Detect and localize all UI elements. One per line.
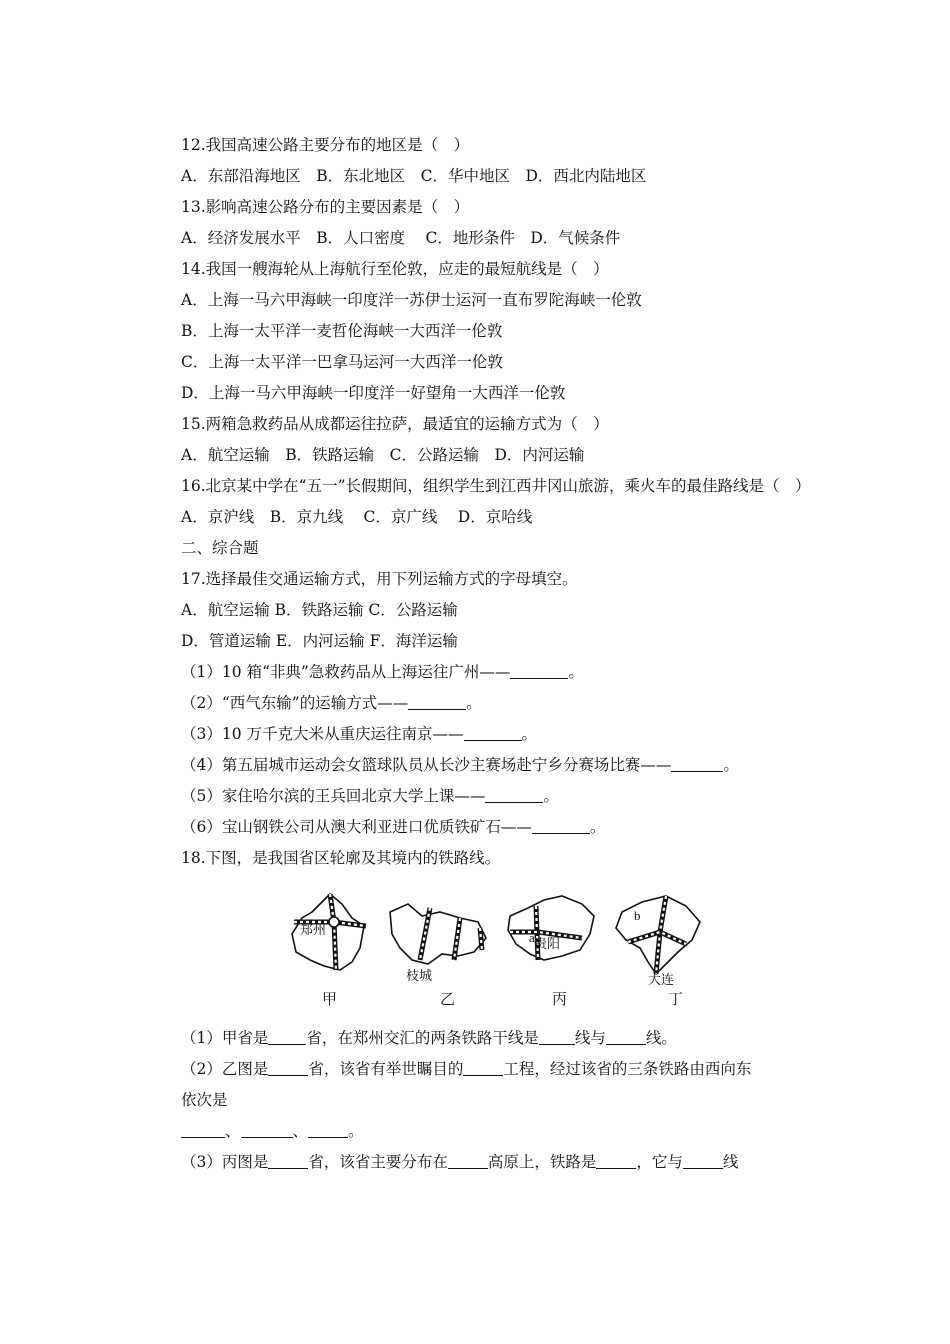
q18-stem: 18.下图，是我国省区轮廓及其境内的铁路线。 <box>181 849 501 867</box>
label-a: a <box>529 930 535 945</box>
q18-sub-2-blanks: 、 、 。 <box>181 1116 821 1147</box>
q18-sub-2-cont: 依次是 <box>181 1091 228 1109</box>
caption-ding: 丁 <box>668 990 684 1008</box>
answer-blank[interactable] <box>308 1120 348 1138</box>
answer-blank[interactable] <box>532 816 590 834</box>
answer-blank[interactable] <box>683 1151 723 1169</box>
label-b: b <box>634 908 641 923</box>
q16-options: A．京沪线 B．京九线 C．京广线 D．京哈线 <box>181 508 533 526</box>
answer-blank[interactable] <box>606 1027 646 1045</box>
q14-option-a: A．上海一马六甲海峡一印度洋一苏伊士运河一直布罗陀海峡一伦敦 <box>181 291 642 309</box>
answer-blank[interactable] <box>464 723 522 741</box>
q17-item-4: （4）第五届城市运动会女篮球队员从长沙主赛场赴宁乡分赛场比赛—— 。 <box>181 756 739 774</box>
q13-stem: 13.影响高速公路分布的主要因素是（ ） <box>181 198 470 216</box>
label-zhengzhou: 郑州 <box>300 922 327 937</box>
caption-bing: 丙 <box>552 990 568 1008</box>
q17-item-3: （3）10 万千克大米从重庆运往南京—— 。 <box>181 725 538 743</box>
q17-item-2: （2）“西气东输”的运输方式—— 。 <box>181 694 482 712</box>
q14-option-b: B．上海一太平洋一麦哲伦海峡一大西洋一伦敦 <box>181 322 503 340</box>
map-yi-outline <box>390 904 486 964</box>
q15-options: A．航空运输 B．铁路运输 C．公路运输 D．内河运输 <box>181 446 585 464</box>
zhengzhou-junction <box>329 917 339 927</box>
map-illustration <box>282 882 752 992</box>
q18-sub-1: （1）甲省是 省，在郑州交汇的两条铁路干线是 线与 线。 <box>181 1029 677 1047</box>
answer-blank[interactable] <box>408 692 466 710</box>
q17-item-1: （1）10 箱“非典”急救药品从上海运往广州—— 。 <box>181 663 584 681</box>
q17-options-2: D．管道运输 E．内河运输 F．海洋运输 <box>181 632 458 650</box>
answer-blank[interactable] <box>671 754 723 772</box>
q12-options: A．东部沿海地区 B．东北地区 C．华中地区 D．西北内陆地区 <box>181 167 647 185</box>
label-zhicheng: 枝城 <box>406 968 433 983</box>
answer-blank[interactable] <box>485 785 543 803</box>
q17-stem: 17.选择最佳交通运输方式，用下列运输方式的字母填空。 <box>181 570 578 588</box>
q14-option-d: D．上海一马六甲海峡一印度洋一好望角一大西洋一伦敦 <box>181 384 566 402</box>
answer-blank[interactable] <box>510 661 568 679</box>
q14-option-c: C．上海一太平洋一巴拿马运河一大西洋一伦敦 <box>181 353 503 371</box>
q16-stem: 16.北京某中学在“五一”长假期间，组织学生到江西井冈山旅游，乘火车的最佳路线是（ ） <box>181 477 811 495</box>
q17-options-1: A．航空运输 B．铁路运输 C．公路运输 <box>181 601 458 619</box>
label-guiyang: 贵阳 <box>534 936 561 951</box>
answer-blank[interactable] <box>539 1027 575 1045</box>
q18-sub-2: （2）乙图是 省，该省有举世瞩目的 工程，经过该省的三条铁路由西向东 <box>181 1060 752 1078</box>
answer-blank[interactable] <box>181 1120 225 1138</box>
caption-jia: 甲 <box>322 990 338 1008</box>
answer-blank[interactable] <box>268 1058 308 1076</box>
q18-sub-3: （3）丙图是 省，该省主要分布在 高原上，铁路是 ，它与 线 <box>181 1153 739 1171</box>
province-railway-maps <box>282 882 752 1017</box>
worksheet-page <box>181 130 821 1178</box>
section-heading: 二、综合题 <box>181 539 259 557</box>
q17-item-5: （5）家住哈尔滨的王兵回北京大学上课—— 。 <box>181 787 559 805</box>
q17-item-6: （6）宝山钢铁公司从澳大利亚进口优质铁矿石—— 。 <box>181 818 606 836</box>
q12-stem: 12.我国高速公路主要分布的地区是（ ） <box>181 136 470 154</box>
q13-options: A．经济发展水平 B．人口密度 C．地形条件 D．气候条件 <box>181 229 621 247</box>
answer-blank[interactable] <box>268 1027 306 1045</box>
answer-blank[interactable] <box>268 1151 308 1169</box>
answer-blank[interactable] <box>596 1151 636 1169</box>
q15-stem: 15.两箱急救药品从成都运往拉萨，最适宜的运输方式为（ ） <box>181 415 609 433</box>
answer-blank[interactable] <box>463 1058 503 1076</box>
answer-blank[interactable] <box>448 1151 488 1169</box>
q14-stem: 14.我国一艘海轮从上海航行至伦敦，应走的最短航线是（ ） <box>181 260 609 278</box>
caption-yi: 乙 <box>440 990 456 1008</box>
label-dalian: 大连 <box>648 972 675 987</box>
answer-blank[interactable] <box>241 1120 293 1138</box>
